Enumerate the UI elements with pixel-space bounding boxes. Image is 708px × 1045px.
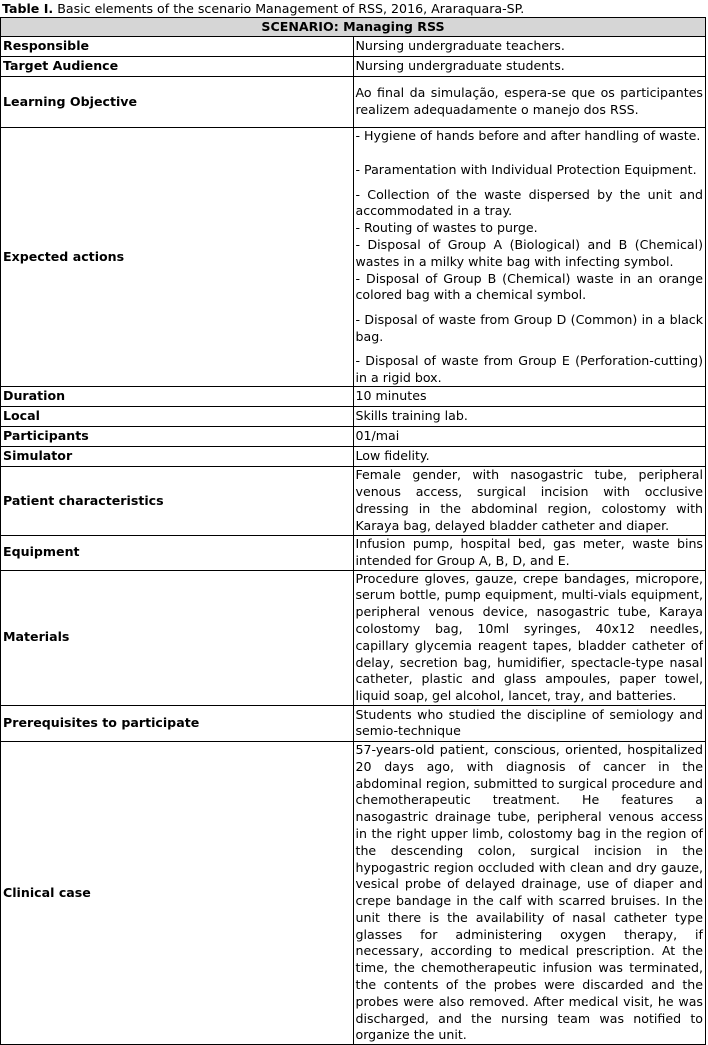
table-row — [1, 407, 706, 427]
table-row — [1, 535, 706, 570]
row-label: Learning Objective — [1, 77, 354, 128]
row-label: Participants — [1, 427, 354, 447]
caption-label: Table I. — [2, 1, 54, 16]
row-label: Prerequisites to participate — [1, 705, 354, 741]
row-value: Skills training lab. — [353, 407, 706, 427]
row-value: 10 minutes — [353, 387, 706, 407]
row-value: Ao final da simulação, espera-se que os participantes realizem adequadamente o manejo dos RSS. — [353, 77, 706, 128]
row-label: Duration — [1, 387, 354, 407]
row-label: Responsible — [1, 37, 354, 57]
table-row — [1, 467, 706, 535]
table-row — [1, 447, 706, 467]
table-row — [1, 387, 706, 407]
table-row — [1, 77, 706, 128]
list-item: - Paramentation with Individual Protection Equipment. — [355, 161, 697, 177]
row-value: 57-years-old patient, conscious, oriented, hospitalized 20 days ago, with diagnosis of cancer in the abdominal region, submitted to surgical procedure and chemotherapeutic treatment. He features a nasogastric drainage tube, peripheral venous access in the right upper limb, colostomy bag in the region of the descending colon, surgical incision in the hypogastric region occluded with clean and dry gauze, vesical probe of delayed drainage, use of diaper and crepe bandage in the calf with scarred bruises. In the unit there is the availability of nasal catheter type glasses for administering oxygen therapy, if necessary, according to medical prescription. At the time, the chemotherapeutic infusion was terminated, the contents of the probes were discarded and the probes were also removed. After medical visit, he was discharged, and the nursing team was notified to organize the unit. — [353, 741, 706, 1044]
row-value: Nursing undergraduate students. — [353, 57, 706, 77]
row-label: Simulator — [1, 447, 354, 467]
table-row — [1, 570, 706, 705]
row-value: Low fidelity. — [353, 447, 706, 467]
table-header-row — [1, 18, 706, 37]
row-label: Patient characteristics — [1, 467, 354, 535]
list-item: - Disposal of Group B (Chemical) waste in an orange colored bag with a chemical symbol. — [355, 270, 703, 303]
row-label: Clinical case — [1, 741, 354, 1044]
table-row — [1, 37, 706, 57]
expected-actions-list — [353, 128, 706, 387]
list-item: - Hygiene of hands before and after handling of waste. — [355, 128, 701, 143]
list-item: - Collection of the waste dispersed by the unit and accommodated in a tray. — [355, 186, 703, 219]
table-header: SCENARIO: Managing RSS — [1, 18, 706, 37]
caption-text: Basic elements of the scenario Management of RSS, 2016, Araraquara-SP. — [57, 1, 525, 16]
list-item: - Disposal of waste from Group D (Common) in a black bag. — [355, 312, 703, 344]
list-item: - Disposal of waste from Group E (Perforation-cutting) in a rigid box. — [355, 352, 703, 385]
row-label: Target Audience — [1, 57, 354, 77]
table-row — [1, 741, 706, 1044]
row-value: Infusion pump, hospital bed, gas meter, waste bins intended for Group A, B, D, and E. — [353, 535, 706, 570]
row-value: Procedure gloves, gauze, crepe bandages, micropore, serum bottle, pump equipment, multi-vials equipment, peripheral venous device, nasogastric tube, Karaya colostomy bag, 10ml syringes, 40x12 needles, capillary glycemia reagent tapes, bladder catheter of delay, secretion bag, humidifier, spectacle-type nasal catheter, plastic and glass ampoules, paper towel, liquid soap, gel alcohol, lancet, tray, and batteries. — [353, 570, 706, 705]
list-item: - Routing of wastes to purge. — [355, 220, 538, 236]
row-value: Nursing undergraduate teachers. — [353, 37, 706, 57]
row-value: 01/mai — [353, 427, 706, 447]
scenario-table — [0, 17, 706, 1045]
table-row — [1, 57, 706, 77]
row-label: Local — [1, 407, 354, 427]
row-label: Equipment — [1, 535, 354, 570]
row-label: Expected actions — [1, 128, 354, 387]
table-row — [1, 705, 706, 741]
table-row — [1, 427, 706, 447]
table-row — [1, 128, 706, 387]
row-value: Female gender, with nasogastric tube, peripheral venous access, surgical incision with occlusive dressing in the abdominal region, colostomy with Karaya bag, delayed bladder catheter and diaper. — [353, 467, 706, 535]
row-label: Materials — [1, 570, 354, 705]
table-caption — [0, 0, 708, 17]
list-item: - Disposal of Group A (Biological) and B (Chemical) wastes in a milky white bag with infecting symbol. — [355, 236, 703, 269]
row-value: Students who studied the discipline of semiology and semio-technique — [353, 705, 706, 741]
